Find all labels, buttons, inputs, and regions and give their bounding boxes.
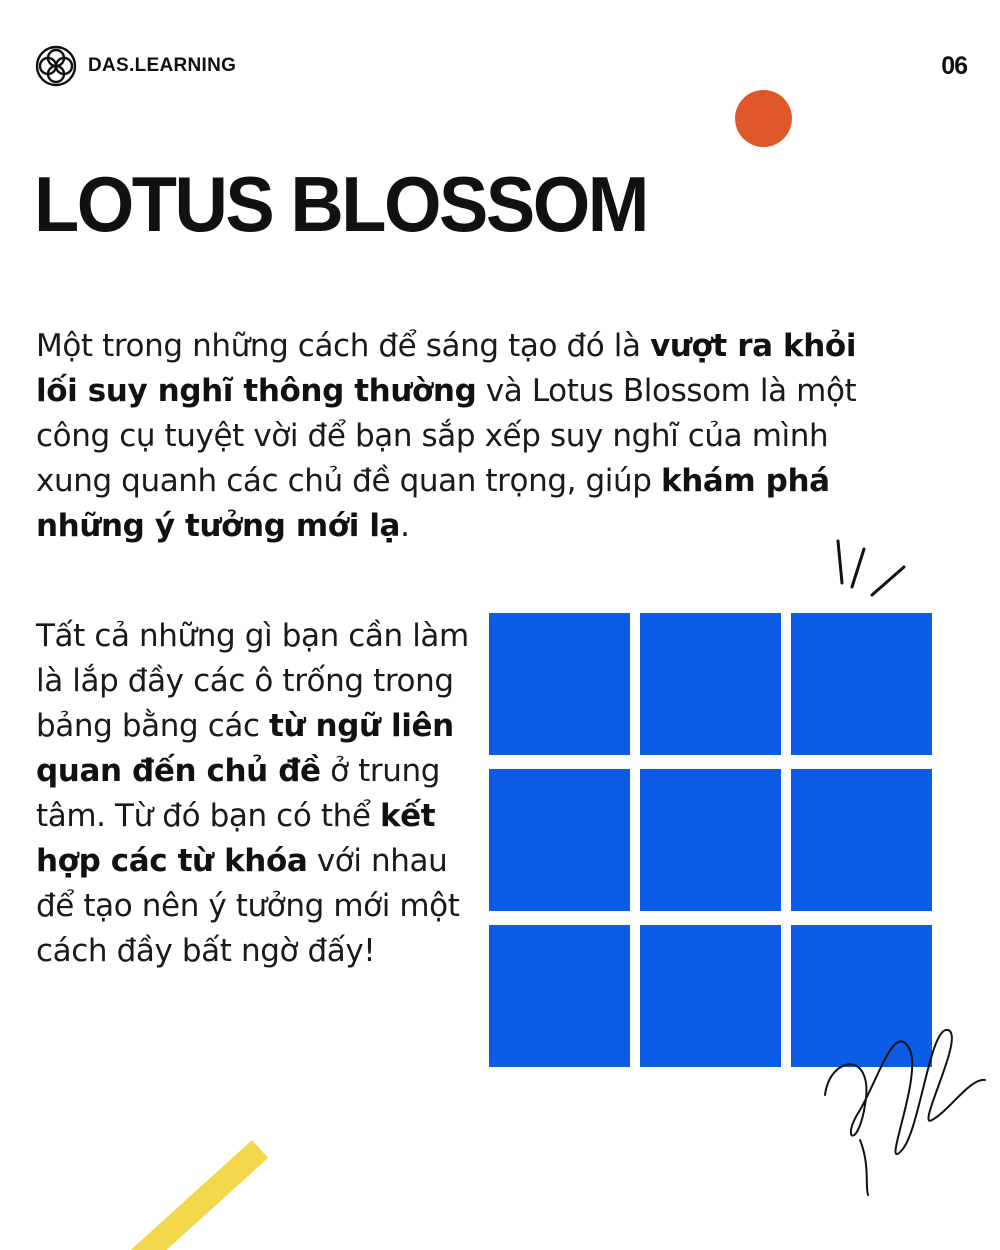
scribble-loops-decoration [820, 1000, 990, 1200]
intro-text-3: . [400, 508, 410, 544]
intro-bold-1: vượt ra khỏi lối suy nghĩ thông thường [36, 328, 857, 409]
lotus-blossom-grid [489, 613, 934, 1067]
grid-cell-center[interactable] [640, 769, 781, 911]
grid-cell[interactable] [489, 769, 630, 911]
flower-of-life-logo-icon [34, 44, 78, 88]
brand-name: DAS.LEARNING [88, 55, 237, 76]
intro-text-1: Một trong những cách để sáng tạo đó là [36, 328, 651, 364]
grid-cell[interactable] [489, 925, 630, 1067]
page-number: 06 [941, 52, 967, 80]
grid-cell[interactable] [791, 769, 932, 911]
intro-text-2: và Lotus Blossom là một công cụ tuyệt vời để bạn sắp xếp suy nghĩ của mình xung quanh các chủ đề quan trọng, giúp [36, 373, 857, 499]
orange-circle-decoration [735, 90, 792, 147]
page-title: LOTUS BLOSSOM [34, 160, 647, 248]
intro-bold-2: khám phá những ý tưởng mới lạ [36, 463, 830, 544]
instructions-text-2: ở trung tâm. Từ đó bạn có thể [36, 753, 440, 834]
burst-lines-decoration [830, 535, 920, 605]
yellow-stripe-decoration [120, 1135, 290, 1250]
instructions-bold-2: kết hợp các từ khóa [36, 798, 436, 879]
grid-cell[interactable] [640, 613, 781, 755]
intro-paragraph [36, 324, 886, 549]
grid-cell[interactable] [640, 925, 781, 1067]
grid-cell[interactable] [489, 613, 630, 755]
instructions-text-1: Tất cả những gì bạn cần làm là lắp đầy các ô trống trong bảng bằng các [36, 618, 469, 744]
brand-logo [34, 44, 236, 88]
instructions-paragraph [36, 614, 476, 974]
grid-cell[interactable] [791, 613, 932, 755]
instructions-text-3: với nhau để tạo nên ý tưởng mới một cách đầy bất ngờ đấy! [36, 843, 460, 969]
instructions-bold-1: từ ngữ liên quan đến chủ đề [36, 708, 454, 789]
